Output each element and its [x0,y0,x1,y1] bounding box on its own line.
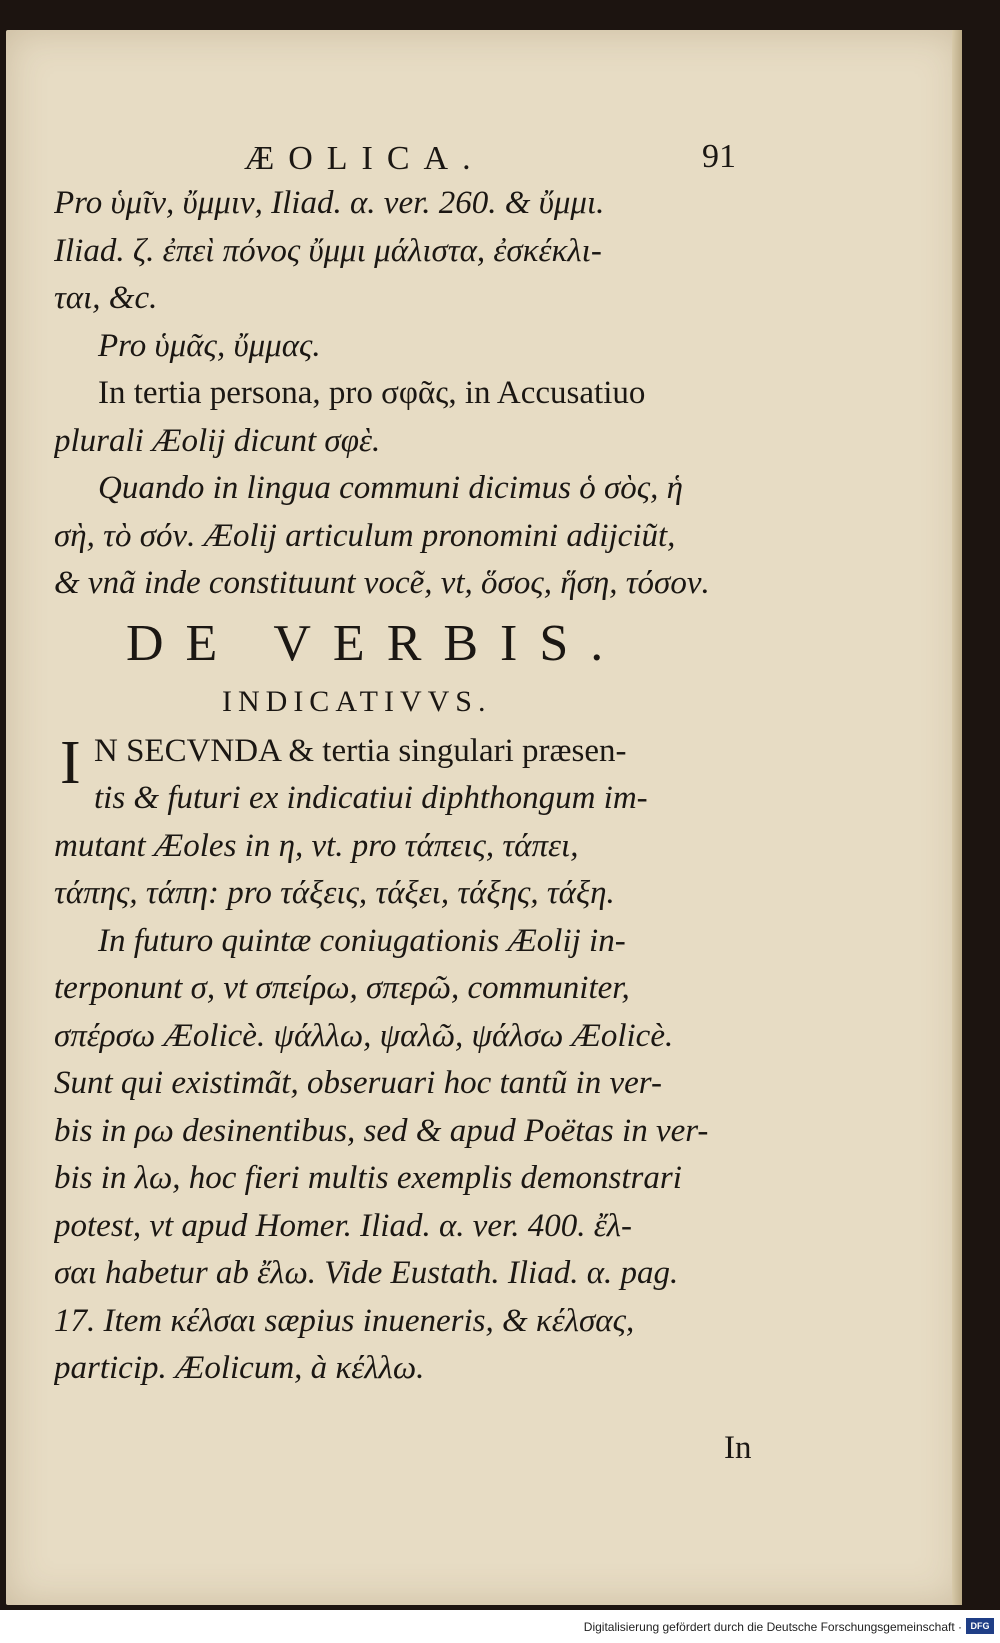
text-line: potest, vt apud Homer. Iliad. α. ver. 400. ἔλ- [54,1207,633,1244]
text-line: τάπης, τάπη: pro τάξεις, τάξει, τάξης, τάξη. [54,875,615,911]
text-line: In futuro quintæ coniugationis Æolij in- [98,922,626,959]
text-line: N SECVNDA & tertia singulari præsen- [94,732,627,769]
page-header [54,120,796,180]
running-head: ÆOLICA. [244,140,485,177]
text-line: Sunt qui existimãt, obseruari hoc tantũ in ver- [54,1065,662,1101]
catchword: In [724,1430,752,1466]
text-line: 17. Item κέλσαι sæpius inueneris, & κέλσας, [54,1302,635,1339]
text-line: plurali Æolij dicunt σφὲ. [54,422,381,459]
page-number: 91 [702,138,736,175]
footer-bar [0,1610,1000,1643]
text-line: terponunt σ, vt σπείρω, σπερῶ, communiter, [54,970,630,1006]
text-line: bis in ρω desinentibus, sed & apud Poëtas in ver- [54,1112,709,1149]
text-line: Quando in lingua communi dicimus ὁ σὸς, ἡ [98,470,684,506]
book-page [6,30,962,1605]
subsection-heading: INDICATIVVS. [222,684,492,718]
text-line: particip. Æolicum, à κέλλω. [54,1350,425,1386]
text-line: ται, &c. [54,280,158,316]
text-line: σαι habetur ab ἔλω. Vide Eustath. Iliad. α. pag. [54,1255,679,1291]
text-line: bis in λω, hoc fieri multis exemplis demonstrari [54,1160,682,1196]
dfg-logo: DFG [966,1618,994,1634]
text-block [54,120,796,1393]
text-line: σπέρσω Æolicè. ψάλλω, ψαλῶ, ψάλσω Æolicè. [54,1017,674,1054]
text-line: σὴ, τὸ σόν. Æolij articulum pronomini adijciũt, [54,517,676,554]
section-heading: DE VERBIS. [126,614,626,672]
text-line: & vnã inde constituunt vocẽ, vt, ὅσος, ἥση, τόσον. [54,565,710,601]
text-line: tis & futuri ex indicatiui diphthongum im- [94,780,648,816]
text-line: mutant Æoles in η, vt. pro τάπεις, τάπει, [54,827,579,864]
text-line: Pro ὑμᾶς, ὔμμας. [98,327,321,364]
page-edge [952,30,962,1605]
funding-credit: Digitalisierung gefördert durch die Deutsche Forschungsgemeinschaft · [583,1620,962,1634]
text-line: Pro ὑμῖν, ὔμμιν, Iliad. α. ver. 260. & ὔμμι. [54,185,605,221]
paragraph-start [54,728,796,823]
text-line: In tertia persona, pro σφᾶς, in Accusatiuo [98,375,646,411]
text-line: Iliad. ζ. ἐπεὶ πόνος ὔμμι μάλιστα, ἐσκέκλι- [54,232,602,269]
drop-cap: I [60,728,81,797]
